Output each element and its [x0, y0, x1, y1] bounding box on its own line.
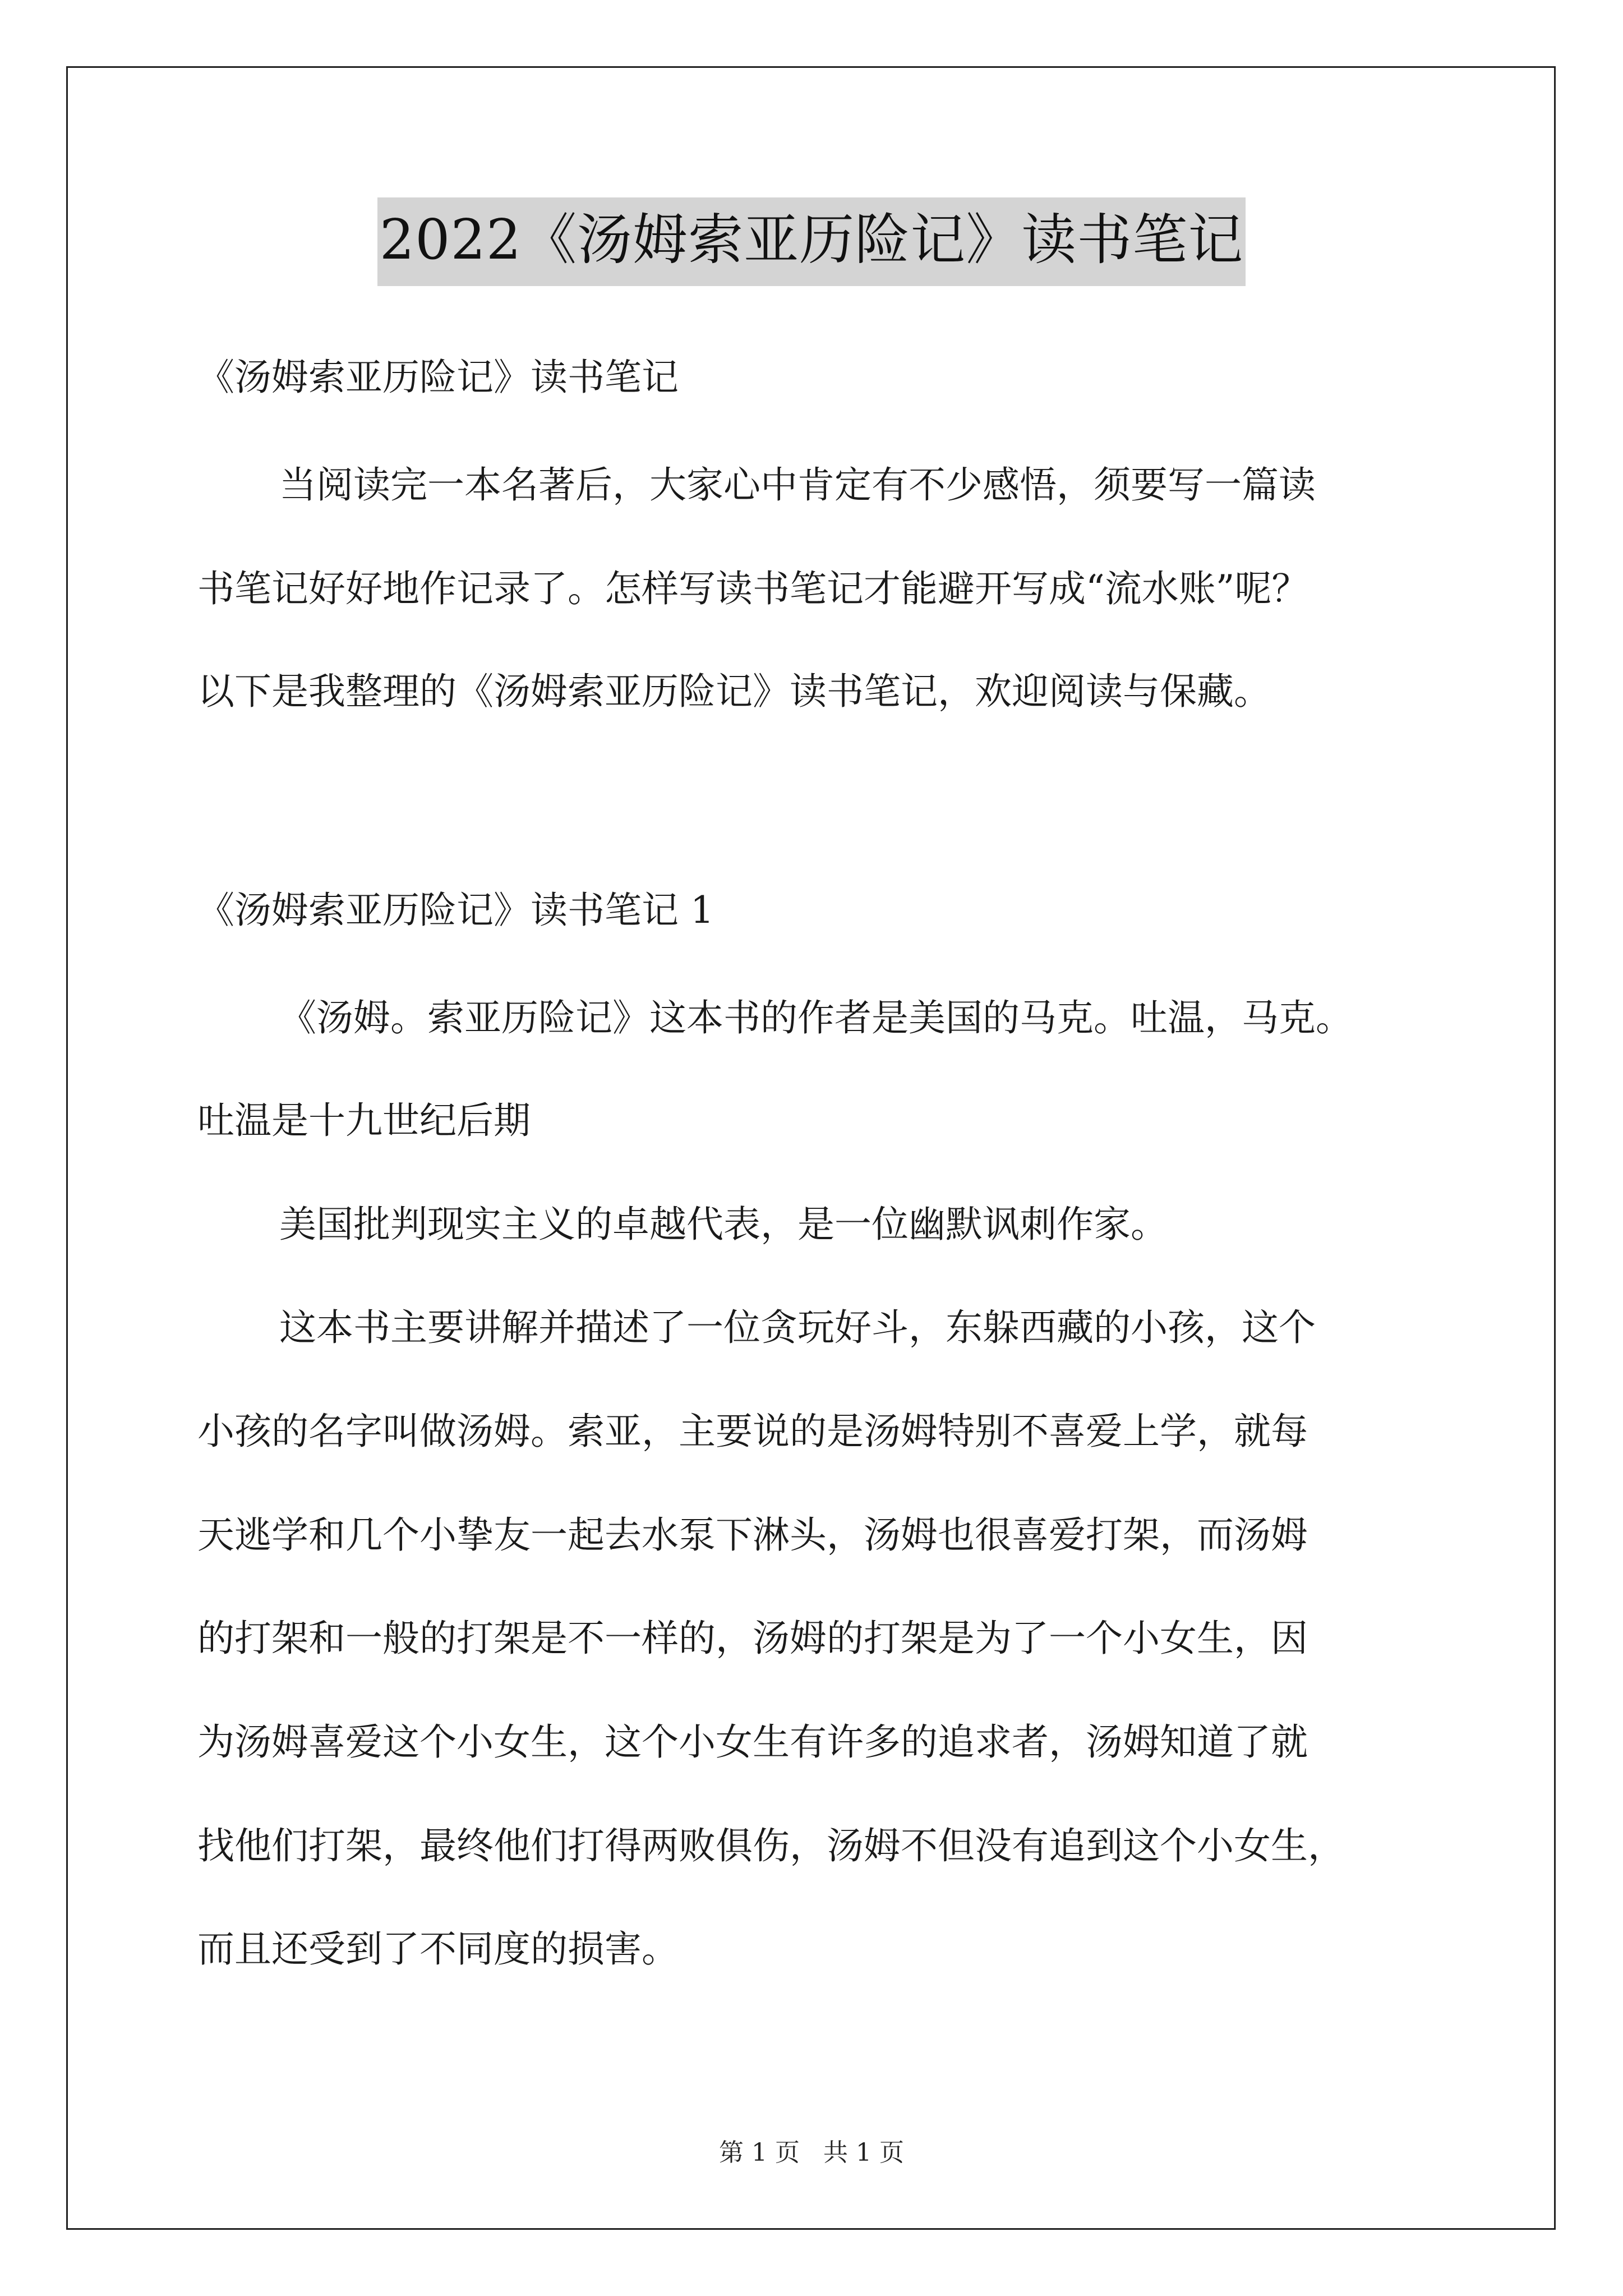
intro-line: 当阅读完一本名著后，大家心中肯定有不少感悟，须要写一篇读	[279, 463, 1316, 507]
paragraph-line: 吐温是十九世纪后期	[197, 1099, 531, 1142]
paragraph-line: 为汤姆喜爱这个小女生，这个小女生有许多的追求者，汤姆知道了就	[197, 1720, 1308, 1764]
page-number-total: 共 1 页	[823, 2138, 904, 2167]
section-heading: 《汤姆索亚历险记》读书笔记 1	[197, 889, 714, 932]
title-container	[0, 197, 1623, 286]
paragraph-line: 而且还受到了不同度的损害。	[197, 1927, 679, 1971]
intro-heading: 《汤姆索亚历险记》读书笔记	[197, 356, 679, 399]
paragraph-line: 这本书主要讲解并描述了一位贪玩好斗，东躲西藏的小孩，这个	[279, 1306, 1316, 1349]
document-title: 2022《汤姆索亚历险记》读书笔记	[377, 197, 1246, 286]
paragraph-line: 天逃学和几个小挚友一起去水泵下淋头，汤姆也很喜爱打架，而汤姆	[197, 1513, 1308, 1557]
paragraph-line: 小孩的名字叫做汤姆。索亚，主要说的是汤姆特别不喜爱上学，就每	[197, 1410, 1308, 1453]
paragraph-line: 找他们打架，最终他们打得两败俱伤，汤姆不但没有追到这个小女生，	[197, 1824, 1345, 1867]
page-number-current: 第 1 页	[719, 2138, 800, 2167]
paragraph-line: 美国批判现实主义的卓越代表，是一位幽默讽刺作家。	[279, 1203, 1168, 1246]
page-footer	[0, 2136, 1623, 2170]
paragraph-line: 《汤姆。索亚历险记》这本书的作者是美国的马克。吐温，马克。	[279, 996, 1353, 1039]
intro-line: 书笔记好好地作记录了。怎样写读书笔记才能避开写成“流水账”呢？	[197, 567, 1309, 610]
paragraph-line: 的打架和一般的打架是不一样的，汤姆的打架是为了一个小女生，因	[197, 1617, 1308, 1660]
intro-line: 以下是我整理的《汤姆索亚历险记》读书笔记，欢迎阅读与保藏。	[197, 670, 1271, 713]
